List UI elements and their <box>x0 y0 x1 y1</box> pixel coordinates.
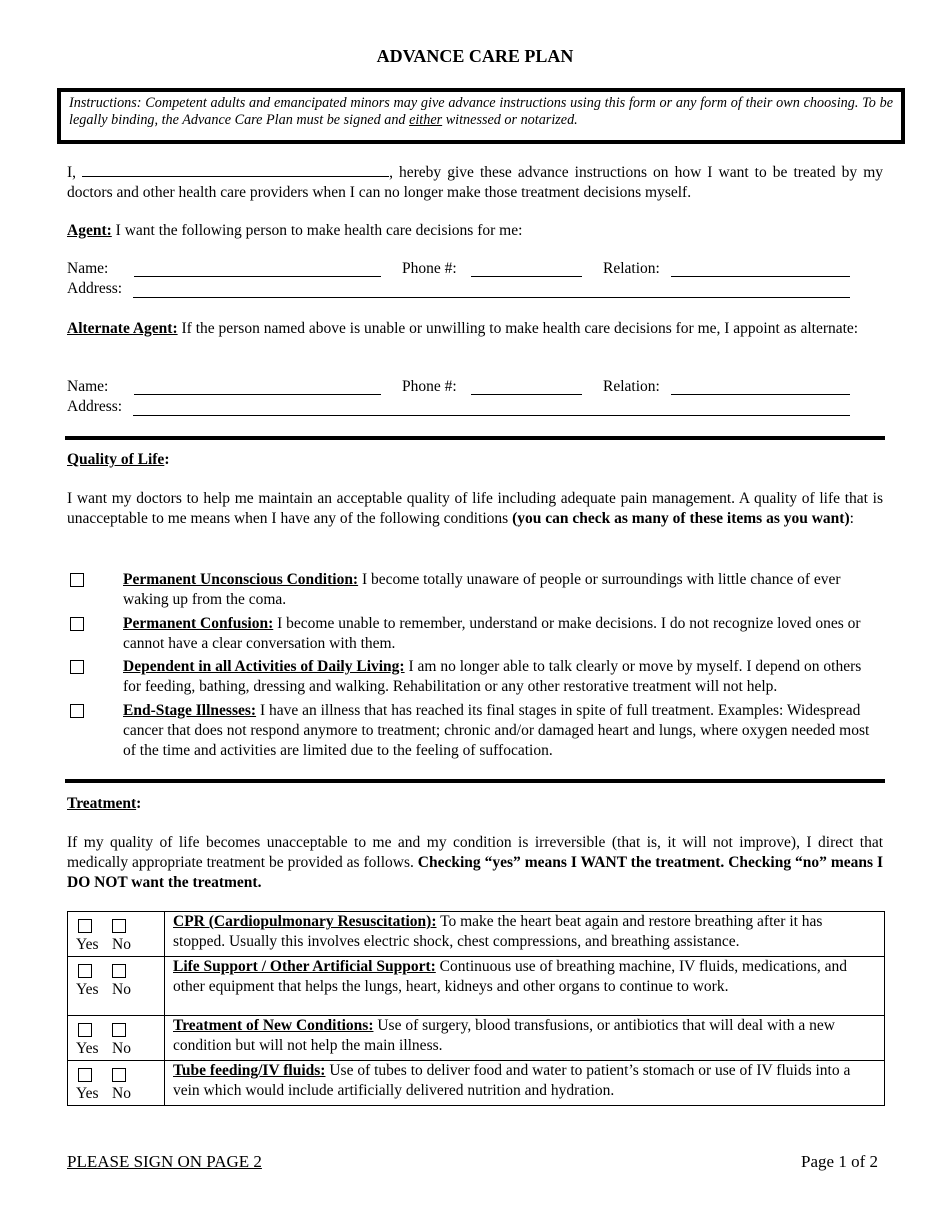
quality-intro-text: I want my doctors to help me maintain an acceptable quality of life including adequate pain management. A quality of life that is unacceptable to me means when I have any of the following conditions <box>67 490 883 527</box>
treatment-intro-text: If my quality of life becomes unacceptable to me and my condition is irreversible (that is, it will not improve), I direct that medically appropriate treatment be provided as follows. <box>67 834 883 871</box>
treatment-text: Use of tubes to deliver food and water to patient’s stomach or use of IV fluids into a vein which would include artificially delivered nutrition and hydration. <box>173 1062 851 1099</box>
section-divider <box>65 436 885 440</box>
yes-label: Yes <box>76 981 99 998</box>
quality-item-text <box>123 701 883 761</box>
alt-agent-address-label: Address: <box>67 398 123 415</box>
yes-checkbox[interactable] <box>78 1023 92 1037</box>
quality-item-title: Permanent Unconscious Condition: <box>123 571 359 588</box>
yes-checkbox[interactable] <box>78 964 92 978</box>
quality-item-text <box>123 657 883 697</box>
quality-item-title: Permanent Confusion: <box>123 615 274 632</box>
agent-address-label: Address: <box>67 280 123 297</box>
yes-label: Yes <box>76 936 99 953</box>
yes-label: Yes <box>76 1085 99 1102</box>
alternate-agent-heading: Alternate Agent: <box>67 320 178 337</box>
checkbox[interactable] <box>70 704 84 718</box>
treatment-text: To make the heart beat again and restore breathing after it has stopped. Usually this involves electric shock, chest compressions, and breathing assistance. <box>173 913 823 950</box>
yes-no-cell <box>68 957 165 1016</box>
agent-phone-label: Phone #: <box>402 260 457 277</box>
table-row <box>68 1016 885 1061</box>
checkbox[interactable] <box>70 660 84 674</box>
section-divider <box>65 779 885 783</box>
alt-agent-phone-label: Phone #: <box>402 378 457 395</box>
agent-paragraph <box>67 221 883 241</box>
quality-intro <box>67 489 883 529</box>
treatment-intro-bold: Checking “yes” means I WANT the treatment. Checking “no” means I DO NOT want the treatment. <box>67 854 883 891</box>
treatment-intro <box>67 833 883 893</box>
treatment-heading-colon: : <box>136 795 142 812</box>
declarant-name-field[interactable] <box>82 162 389 177</box>
quality-item-text <box>123 570 883 610</box>
treatment-text: Continuous use of breathing machine, IV fluids, medications, and other equipment that helps the lungs, heart, kidneys and other organs to continue to work. <box>173 958 848 995</box>
treatment-description <box>165 1016 885 1061</box>
page-title: ADVANCE CARE PLAN <box>376 46 574 66</box>
intro-prefix: I, <box>67 164 77 181</box>
checkbox[interactable] <box>70 617 84 631</box>
alt-agent-name-field[interactable] <box>134 380 381 395</box>
quality-item-text <box>123 614 883 654</box>
yes-label: Yes <box>76 1040 99 1057</box>
no-label: No <box>112 1085 131 1102</box>
no-checkbox[interactable] <box>112 964 126 978</box>
no-checkbox[interactable] <box>112 1068 126 1082</box>
yes-checkbox[interactable] <box>78 1068 92 1082</box>
agent-name-label: Name: <box>67 260 109 277</box>
intro-suffix: , hereby give these advance instructions on how I want to be treated by my doctors and other health care providers when I can no longer make those treatment decisions myself. <box>67 164 883 201</box>
checkbox[interactable] <box>70 573 84 587</box>
alt-agent-address-field[interactable] <box>133 401 850 416</box>
quality-item-desc: I become totally unaware of people or surroundings with little chance of ever waking up from the coma. <box>123 571 841 608</box>
agent-name-field[interactable] <box>134 262 381 277</box>
quality-intro-end: : <box>849 510 854 527</box>
alt-agent-name-label: Name: <box>67 378 109 395</box>
table-row <box>68 912 885 957</box>
quality-item-desc: I am no longer able to talk clearly or move by myself. I depend on others for feeding, bathing, dressing and walking. Rehabilitation or any other restorative treatment will not help. <box>123 658 862 695</box>
treatment-table <box>67 911 885 1106</box>
yes-checkbox[interactable] <box>78 919 92 933</box>
quality-item-title: End-Stage Illnesses: <box>123 702 257 719</box>
page-number: Page 1 of 2 <box>801 1152 878 1171</box>
agent-phone-field[interactable] <box>471 262 582 277</box>
treatment-text: Use of surgery, blood transfusions, or antibiotics that will deal with a new condition but will not help the main illness. <box>173 1017 835 1054</box>
treatment-heading: Treatment <box>67 795 137 812</box>
quality-item-title: Dependent in all Activities of Daily Living: <box>123 658 405 675</box>
no-label: No <box>112 1040 131 1057</box>
no-label: No <box>112 936 131 953</box>
quality-item <box>67 657 883 697</box>
treatment-description <box>165 912 885 957</box>
agent-heading: Agent: <box>67 222 112 239</box>
alternate-agent-text: If the person named above is unable or unwilling to make health care decisions for me, I appoint as alternate: <box>177 320 859 337</box>
instructions-either: either <box>409 112 443 128</box>
no-label: No <box>112 981 131 998</box>
table-row <box>68 957 885 1016</box>
quality-intro-bold: (you can check as many of these items as you want) <box>512 510 850 527</box>
alt-agent-relation-field[interactable] <box>671 380 850 395</box>
treatment-title: CPR (Cardiopulmonary Resuscitation): <box>173 913 437 930</box>
table-row <box>68 1061 885 1106</box>
treatment-heading-wrap <box>67 795 141 813</box>
quality-heading: Quality of Life <box>67 451 165 468</box>
treatment-title: Treatment of New Conditions: <box>173 1017 374 1034</box>
quality-item <box>67 701 883 761</box>
alt-agent-phone-field[interactable] <box>471 380 582 395</box>
no-checkbox[interactable] <box>112 919 126 933</box>
alt-agent-relation-label: Relation: <box>603 378 660 395</box>
quality-item-desc: I have an illness that has reached its final stages in spite of full treatment. Examples: Widespread cancer that does not respond anymore to treatment; chronic and/or damaged heart and lungs, where oxygen needed most of the time and activities are limited due to the feeling of suffocation. <box>123 702 870 759</box>
instructions-box <box>57 88 905 144</box>
yes-no-cell <box>68 1061 165 1106</box>
instructions-text: Instructions: Competent adults and emancipated minors may give advance instructions using this form or any form of their own choosing. To be legally binding, the Advance Care Plan must be signed and <box>69 95 893 128</box>
agent-relation-label: Relation: <box>603 260 660 277</box>
treatment-title: Life Support / Other Artificial Support: <box>173 958 436 975</box>
quality-item <box>67 570 883 610</box>
agent-text: I want the following person to make health care decisions for me: <box>111 222 523 239</box>
yes-no-cell <box>68 912 165 957</box>
treatment-description <box>165 957 885 1016</box>
quality-heading-colon: : <box>164 451 170 468</box>
treatment-title: Tube feeding/IV fluids: <box>173 1062 326 1079</box>
agent-relation-field[interactable] <box>671 262 850 277</box>
instructions-text-end: witnessed or notarized. <box>442 112 578 128</box>
quality-item-desc: I become unable to remember, understand or make decisions. I do not recognize loved ones or cannot have a clear conversation with them. <box>123 615 861 652</box>
treatment-description <box>165 1061 885 1106</box>
quality-item <box>67 614 883 654</box>
quality-heading-wrap <box>67 451 169 469</box>
alternate-agent-paragraph <box>67 319 883 339</box>
yes-no-cell <box>68 1016 165 1061</box>
no-checkbox[interactable] <box>112 1023 126 1037</box>
agent-address-field[interactable] <box>133 283 850 298</box>
intro-paragraph <box>67 162 883 203</box>
sign-on-page-2-note: PLEASE SIGN ON PAGE 2 <box>67 1152 262 1171</box>
